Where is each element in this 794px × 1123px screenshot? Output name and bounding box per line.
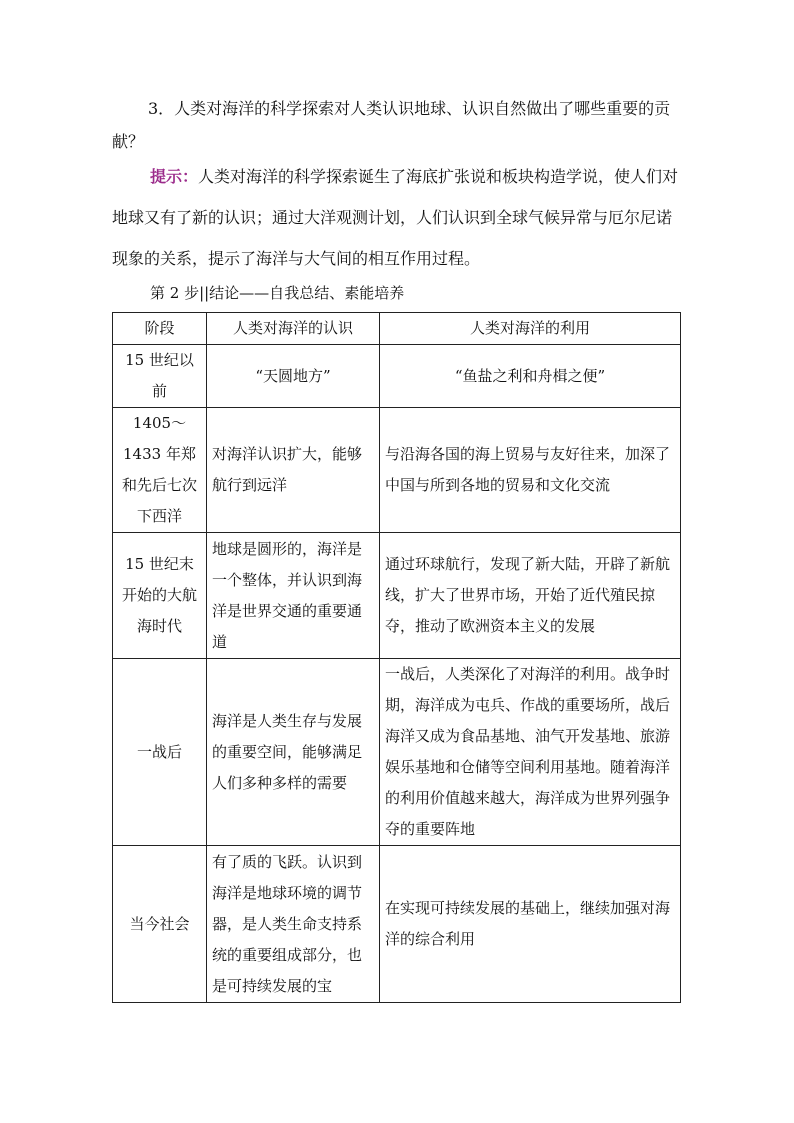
stage-cell: 当今社会	[113, 846, 207, 1003]
recognition-cell: 对海洋认识扩大，能够航行到远洋	[207, 408, 380, 533]
hint-paragraph	[112, 156, 682, 279]
utilization-cell: 通过环球航行，发现了新大陆，开辟了新航线，扩大了世界市场，开始了近代殖民掠夺，推动了欧洲资本主义的发展	[380, 533, 681, 659]
utilization-cell: 在实现可持续发展的基础上，继续加强对海洋的综合利用	[380, 846, 681, 1003]
utilization-cell: 与沿海各国的海上贸易与友好往来，加深了中国与所到各地的贸易和文化交流	[380, 408, 681, 533]
question-text: 3．人类对海洋的科学探索对人类认识地球、认识自然做出了哪些重要的贡献？	[112, 99, 671, 151]
recognition-cell: “天圆地方”	[207, 345, 380, 408]
utilization-cell: “鱼盐之利和舟楫之便”	[380, 345, 681, 408]
step-heading: 第 2 步||结论——自我总结、素能培养	[150, 284, 405, 302]
table-header-row	[113, 313, 681, 345]
hint-label: 提示：	[150, 167, 199, 186]
header-recognition: 人类对海洋的认识	[207, 313, 380, 345]
stage-cell: 一战后	[113, 659, 207, 846]
table-row	[113, 846, 681, 1003]
recognition-cell: 有了质的飞跃。认识到海洋是地球环境的调节器，是人类生命支持系统的重要组成部分，也是可持续发展的宝	[207, 846, 380, 1003]
recognition-cell: 地球是圆形的，海洋是一个整体，并认识到海洋是世界交通的重要通道	[207, 533, 380, 659]
header-utilization: 人类对海洋的利用	[380, 313, 681, 345]
table-row	[113, 533, 681, 659]
stage-cell: 15 世纪以前	[113, 345, 207, 408]
table-row	[113, 408, 681, 533]
table-row	[113, 659, 681, 846]
stage-cell: 1405～1433 年郑和先后七次下西洋	[113, 408, 207, 533]
hint-text: 人类对海洋的科学探索诞生了海底扩张说和板块构造学说，使人们对地球又有了新的认识；通过大洋观测计划，人们认识到全球气候异常与厄尔尼诺现象的关系，提示了海洋与大气间的相互作用过程。	[112, 167, 679, 268]
stage-cell: 15 世纪末开始的大航海时代	[113, 533, 207, 659]
header-stage: 阶段	[113, 313, 207, 345]
utilization-cell: 一战后，人类深化了对海洋的利用。战争时期，海洋成为屯兵、作战的重要场所，战后海洋又成为食品基地、油气开发基地、旅游娱乐基地和仓储等空间利用基地。随着海洋的利用价值越来越大，海洋成为世界列强争夺的重要阵地	[380, 659, 681, 846]
table-row	[113, 345, 681, 408]
recognition-cell: 海洋是人类生存与发展的重要空间，能够满足人们多种多样的需要	[207, 659, 380, 846]
summary-table	[112, 312, 681, 1003]
